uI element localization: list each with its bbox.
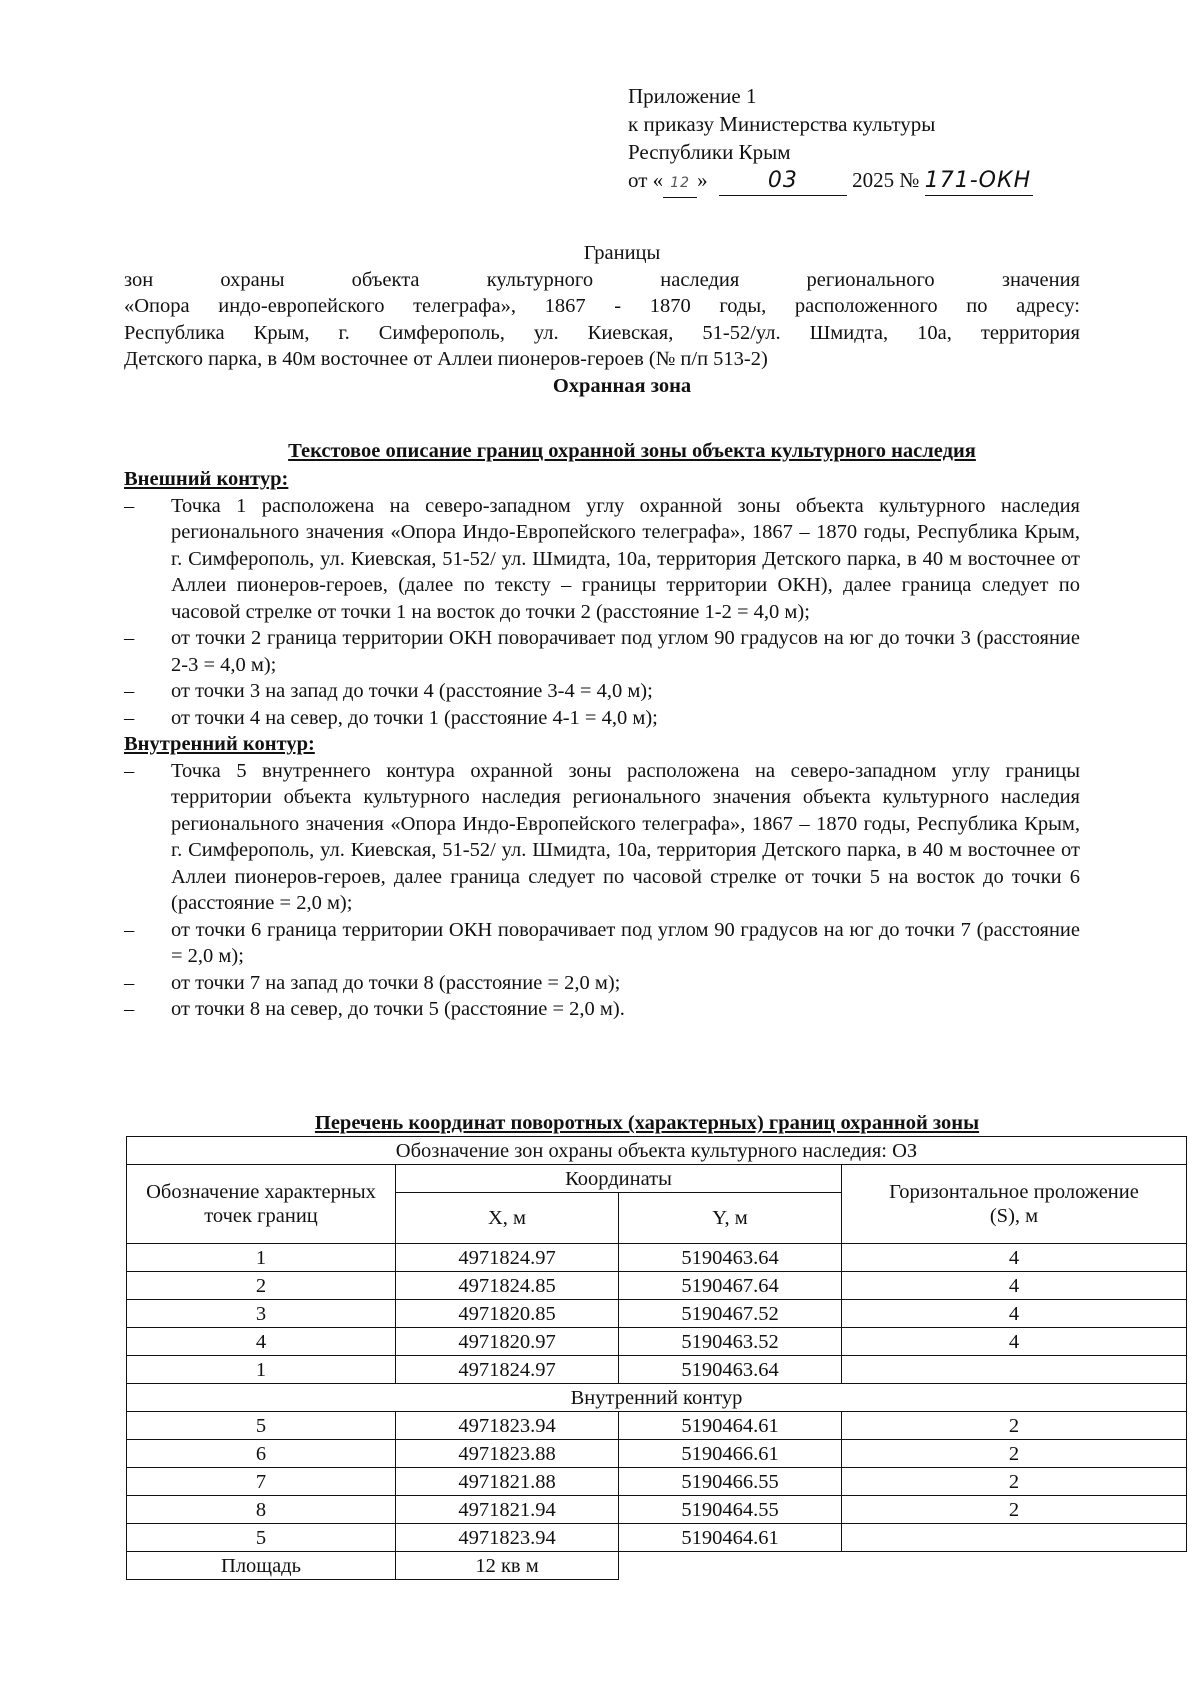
cell-s: 2	[842, 1468, 1187, 1496]
cell-x: 4971824.97	[396, 1356, 619, 1384]
dash-marker: –	[124, 918, 135, 941]
zone-header-cell: Обозначение зон охраны объекта культурного наследия: ОЗ	[127, 1137, 1187, 1165]
heading-title: Границы	[583, 242, 661, 264]
cell-s: 4	[842, 1300, 1187, 1328]
inner-item-4	[124, 996, 1080, 1023]
area-value: 12 кв м	[396, 1552, 619, 1580]
cell-x: 4971820.85	[396, 1300, 619, 1328]
inner-contour-row	[127, 1384, 1187, 1412]
cell-x: 4971824.97	[396, 1244, 619, 1272]
area-label: Площадь	[127, 1552, 396, 1580]
dash-marker: –	[124, 759, 135, 782]
coordinates-table	[126, 1136, 1187, 1580]
appendix-line-3: Республики Крым	[628, 140, 791, 164]
cell-s: 4	[842, 1272, 1187, 1300]
item-text: от точки 3 на запад до точки 4 (расстояние 3-4 = 4,0 м);	[171, 680, 653, 702]
cell-y: 5190464.61	[619, 1412, 842, 1440]
cell-point: 8	[127, 1496, 396, 1524]
cell-x: 4971821.94	[396, 1496, 619, 1524]
table-row	[127, 1496, 1187, 1524]
cell-x: 4971820.97	[396, 1328, 619, 1356]
dash-marker: –	[124, 680, 135, 702]
dash-marker: –	[124, 971, 135, 994]
inner-item-1	[124, 758, 1080, 917]
cell-y: 5190466.55	[619, 1468, 842, 1496]
outer-item-3	[124, 678, 1080, 705]
description-title: Текстовое описание границ охранной зоны объекта культурного наследия	[288, 440, 976, 462]
table-zone-header-row	[127, 1137, 1187, 1165]
header-y: Y, м	[619, 1193, 842, 1244]
outer-contour-section	[124, 466, 1080, 1023]
inner-contour-label: Внутренний контур:	[124, 733, 315, 755]
item-text: от точки 8 на север, до точки 5 (расстояние = 2,0 м).	[171, 998, 625, 1020]
heading-line-2: «Опора индо-европейского телеграфа», 1867 - 1870 годы, расположенного по адресу:	[124, 295, 1080, 317]
cell-s: 2	[842, 1496, 1187, 1524]
table-row	[127, 1412, 1187, 1440]
empty-cell	[619, 1552, 842, 1580]
cell-point: 6	[127, 1440, 396, 1468]
table-row	[127, 1524, 1187, 1552]
appendix-line-1: Приложение 1	[628, 84, 757, 108]
cell-y: 5190467.64	[619, 1272, 842, 1300]
cell-point: 1	[127, 1356, 396, 1384]
cell-y: 5190467.52	[619, 1300, 842, 1328]
cell-point: 7	[127, 1468, 396, 1496]
cell-point: 2	[127, 1272, 396, 1300]
cell-y: 5190464.61	[619, 1524, 842, 1552]
cell-x: 4971823.94	[396, 1524, 619, 1552]
cell-s	[842, 1356, 1187, 1384]
table-row	[127, 1328, 1187, 1356]
header-x: X, м	[396, 1193, 619, 1244]
cell-s: 4	[842, 1328, 1187, 1356]
cell-point: 1	[127, 1244, 396, 1272]
table-row	[127, 1440, 1187, 1468]
item-text: от точки 7 на запад до точки 8 (расстояние = 2,0 м);	[171, 971, 621, 994]
table-row	[127, 1468, 1187, 1496]
dash-marker: –	[124, 998, 135, 1020]
heading-line-4: Детского парка, в 40м восточнее от Аллеи пионеров-героев (№ п/п 513-2)	[124, 348, 768, 370]
cell-x: 4971823.88	[396, 1440, 619, 1468]
header-point: Обозначение характерных точек границ	[127, 1165, 396, 1244]
order-year-label: 2025 №	[852, 168, 920, 192]
cell-point: 3	[127, 1300, 396, 1328]
inner-contour-cell: Внутренний контур	[127, 1384, 1187, 1412]
cell-s: 2	[842, 1412, 1187, 1440]
header-distance: Горизонтальное проложение (S), м	[842, 1165, 1187, 1244]
date-prefix: от «	[628, 168, 664, 192]
document-heading	[124, 240, 1080, 399]
item-text: от точки 2 граница территории ОКН поворачивает под углом 90 градусов на юг до точки 3 (расстояние 2-3 = 4,0 м);	[171, 627, 1080, 676]
order-number: 171-ОКН	[925, 167, 1033, 196]
outer-item-2	[124, 625, 1080, 678]
cell-y: 5190463.64	[619, 1244, 842, 1272]
outer-contour-label: Внешний контур:	[124, 468, 289, 490]
outer-item-1	[124, 493, 1080, 626]
item-text: Точка 1 расположена на северо-западном углу охранной зоны объекта культурного наследия регионального значения «Опора Индо-Европейского телеграфа», 1867 – 1870 годы, Республика Крым, г. Симферополь, ул. Киевская, 51-52/ ул. Шмидта, 10а, территория Детского парка, в 40 м восточнее от Аллеи пионеров-героев, (далее по тексту – границы территории ОКН), далее граница следует по часовой стрелке от точки 1 на восток до точки 2 (расстояние 1-2 = 4,0 м);	[171, 494, 1080, 623]
cell-point: 4	[127, 1328, 396, 1356]
coordinates-table-title: Перечень координат поворотных (характерных) границ охранной зоны	[314, 1112, 980, 1134]
item-text: от точки 6 граница территории ОКН поворачивает под углом 90 градусов на юг до точки 7 (расстояние = 2,0 м);	[171, 918, 1080, 967]
appendix-header	[628, 82, 1033, 198]
cell-s: 2	[842, 1440, 1187, 1468]
cell-point: 5	[127, 1412, 396, 1440]
cell-y: 5190464.55	[619, 1496, 842, 1524]
area-row	[127, 1552, 1187, 1580]
dash-marker: –	[124, 627, 135, 649]
date-mid: »	[697, 168, 708, 192]
table-row	[127, 1300, 1187, 1328]
order-day: 12	[663, 169, 697, 198]
inner-item-3	[124, 970, 1080, 997]
cell-s	[842, 1524, 1187, 1552]
inner-item-2	[124, 917, 1080, 970]
outer-item-4	[124, 705, 1080, 732]
cell-y: 5190463.52	[619, 1328, 842, 1356]
header-coordinates: Координаты	[396, 1165, 842, 1193]
table-row	[127, 1272, 1187, 1300]
empty-cell	[842, 1552, 1187, 1580]
heading-line-3: Республика Крым, г. Симферополь, ул. Киевская, 51-52/ул. Шмидта, 10а, территория	[124, 321, 1080, 344]
appendix-line-2: к приказу Министерства культуры	[628, 112, 936, 136]
cell-y: 5190466.61	[619, 1440, 842, 1468]
order-month: 03	[719, 167, 847, 196]
table-header-row	[127, 1165, 1187, 1193]
dash-marker: –	[124, 706, 135, 729]
heading-line-1: зон охраны объекта культурного наследия регионального значения	[124, 268, 1080, 291]
zone-title: Охранная зона	[552, 374, 692, 397]
table-row	[127, 1356, 1187, 1384]
item-text: Точка 5 внутреннего контура охранной зоны расположена на северо-западном углу границы территории объекта культурного наследия регионального значения объекта культурного наследия регионального значения «Опора Индо-Европейского телеграфа», 1867 – 1870 годы, Республика Крым, г. Симферополь, ул. Киевская, 51-52/ ул. Шмидта, 10а, территория Детского парка, в 40 м восточнее от Аллеи пионеров-героев, далее граница следует по часовой стрелке от точки 5 на восток до точки 6 (расстояние = 2,0 м);	[171, 759, 1080, 914]
dash-marker: –	[124, 494, 135, 517]
item-text: от точки 4 на север, до точки 1 (расстояние 4-1 = 4,0 м);	[171, 706, 658, 729]
cell-x: 4971821.88	[396, 1468, 619, 1496]
cell-x: 4971824.85	[396, 1272, 619, 1300]
cell-point: 5	[127, 1524, 396, 1552]
order-date-line	[628, 166, 1033, 198]
cell-s: 4	[842, 1244, 1187, 1272]
table-row	[127, 1244, 1187, 1272]
cell-y: 5190463.64	[619, 1356, 842, 1384]
cell-x: 4971823.94	[396, 1412, 619, 1440]
